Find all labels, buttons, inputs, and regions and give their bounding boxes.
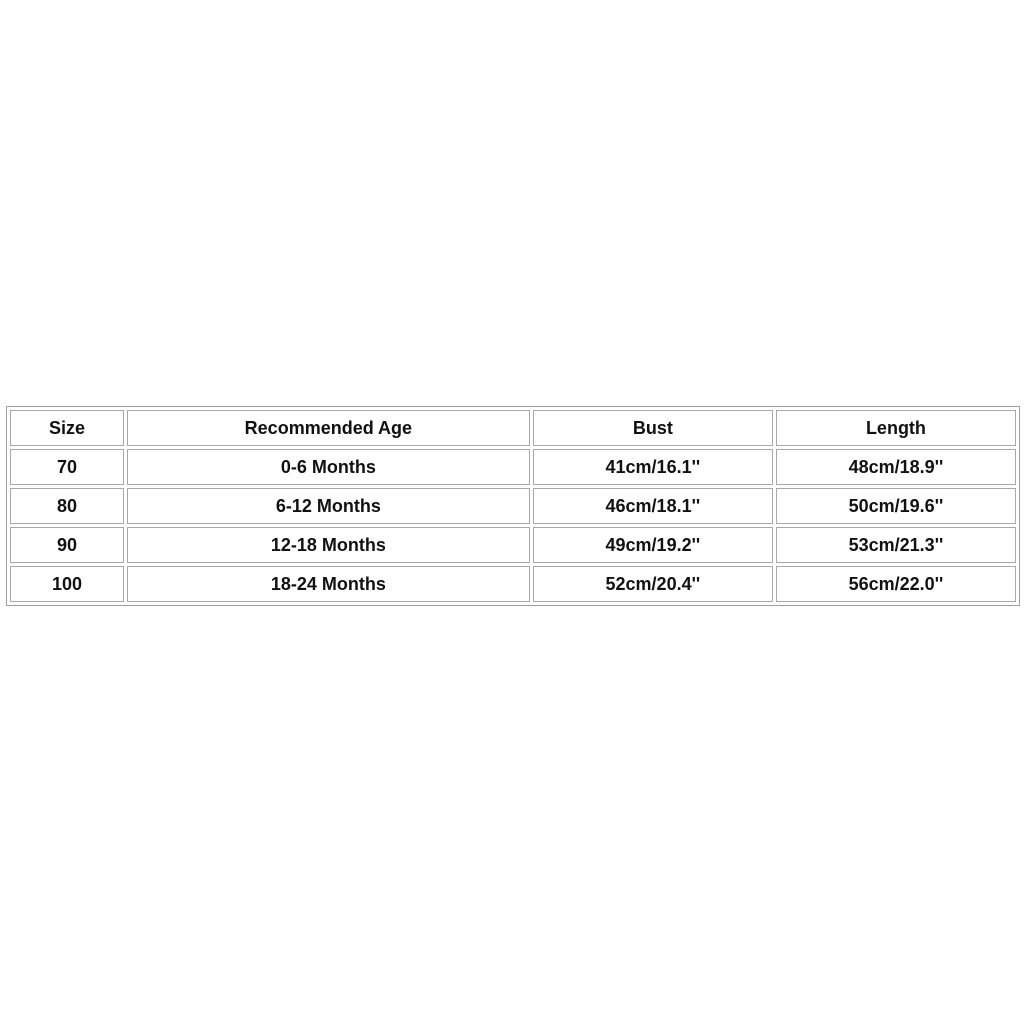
cell-size: 90: [10, 527, 124, 563]
header-recommended-age: Recommended Age: [127, 410, 530, 446]
header-length: Length: [776, 410, 1016, 446]
cell-bust: 49cm/19.2'': [533, 527, 773, 563]
cell-recommended-age: 18-24 Months: [127, 566, 530, 602]
table-header-row: [10, 410, 1016, 446]
table-row: [10, 488, 1016, 524]
cell-length: 50cm/19.6'': [776, 488, 1016, 524]
size-chart-table: [6, 406, 1020, 606]
cell-length: 48cm/18.9'': [776, 449, 1016, 485]
table-row: [10, 566, 1016, 602]
cell-size: 80: [10, 488, 124, 524]
table-row: [10, 449, 1016, 485]
header-bust: Bust: [533, 410, 773, 446]
table-row: [10, 527, 1016, 563]
cell-length: 56cm/22.0'': [776, 566, 1016, 602]
cell-bust: 52cm/20.4'': [533, 566, 773, 602]
cell-size: 70: [10, 449, 124, 485]
cell-recommended-age: 0-6 Months: [127, 449, 530, 485]
cell-size: 100: [10, 566, 124, 602]
cell-recommended-age: 12-18 Months: [127, 527, 530, 563]
cell-recommended-age: 6-12 Months: [127, 488, 530, 524]
header-size: Size: [10, 410, 124, 446]
cell-bust: 46cm/18.1'': [533, 488, 773, 524]
cell-bust: 41cm/16.1'': [533, 449, 773, 485]
cell-length: 53cm/21.3'': [776, 527, 1016, 563]
